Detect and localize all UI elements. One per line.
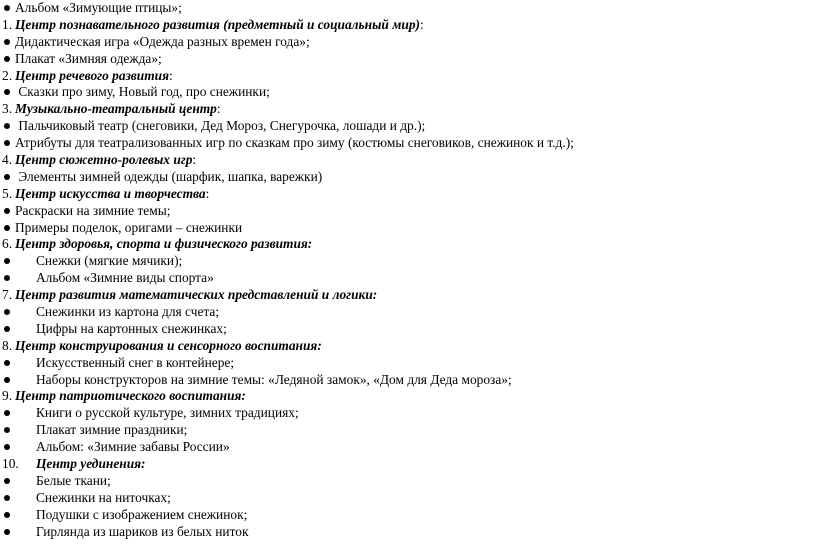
- section-title-suffix: :: [216, 101, 221, 117]
- bullet-icon: [4, 225, 10, 231]
- list-item: [0, 118, 816, 135]
- section-title: [15, 152, 196, 169]
- list-item: [0, 524, 816, 541]
- section-heading: [0, 17, 816, 34]
- list-item-text: Снежки (мягкие мячики);: [36, 253, 183, 269]
- list-item: [0, 439, 816, 456]
- list-item: [0, 507, 816, 524]
- list-item-text: Альбом: «Зимние забавы России»: [36, 439, 230, 455]
- list-item: [0, 169, 816, 186]
- list-item: [0, 304, 816, 321]
- section-number: 5.: [2, 185, 13, 201]
- bullet-icon: [4, 89, 10, 95]
- list-item-text: Альбом «Зимние виды спорта»: [36, 270, 214, 286]
- list-item-text: Пальчиковый театр (снеговики, Дед Мороз, Снегурочка, лошади и др.);: [15, 118, 426, 134]
- list-item: [0, 51, 816, 68]
- section-heading: [0, 287, 816, 304]
- section-number: 2.: [2, 67, 13, 83]
- section-title-suffix: :: [419, 16, 424, 32]
- bullet-icon: [4, 377, 10, 383]
- list-item-text: Альбом «Зимующие птицы»;: [15, 0, 182, 15]
- list-item-text: Сказки про зиму, Новый год, про снежинки;: [15, 84, 270, 100]
- bullet-icon: [4, 5, 10, 11]
- bullet-icon: [4, 444, 10, 450]
- bullet-icon: [4, 208, 10, 214]
- list-item-text: Снежинки на ниточках;: [36, 489, 171, 505]
- list-item-text: Снежинки из картона для счета;: [36, 304, 220, 320]
- list-item-text: Искусственный снег в контейнере;: [36, 354, 235, 370]
- bullet-icon: [4, 360, 10, 366]
- section-number: 7.: [2, 287, 13, 303]
- section-title-suffix: :: [168, 67, 173, 83]
- section-heading: [0, 456, 816, 473]
- list-item: [0, 253, 816, 270]
- bullet-icon: [4, 529, 10, 535]
- list-item: [0, 490, 816, 507]
- section-title-text: Центр искусства и творчества: [15, 185, 206, 201]
- bullet-icon: [4, 39, 10, 45]
- section-title-text: Центр патриотического воспитания:: [15, 388, 246, 404]
- section-heading: [0, 388, 816, 405]
- section-title-text: Центр познавательного развития (предметный и социальный мир): [15, 16, 420, 32]
- list-item-text: Наборы конструкторов на зимние темы: «Ледяной замок», «Дом для Деда мороза»;: [36, 371, 512, 387]
- section-title: [15, 186, 209, 203]
- bullet-icon: [4, 495, 10, 501]
- bullet-icon: [4, 174, 10, 180]
- list-item: [0, 321, 816, 338]
- section-number: 10.: [2, 456, 19, 472]
- section-title: [15, 17, 424, 34]
- list-item-text: Дидактическая игра «Одежда разных времен года»;: [15, 33, 310, 49]
- section-heading: [0, 68, 816, 85]
- section-heading: [0, 236, 816, 253]
- section-heading: [0, 186, 816, 203]
- section-title: [15, 287, 377, 304]
- section-number: 1.: [2, 16, 13, 32]
- section-title-suffix: :: [205, 185, 210, 201]
- section-title-text: Центр сюжетно-ролевых игр: [15, 152, 193, 168]
- section-number: 4.: [2, 152, 13, 168]
- list-item-text: Белые ткани;: [36, 472, 111, 488]
- section-number: 6.: [2, 236, 13, 252]
- list-item: [0, 84, 816, 101]
- bullet-icon: [4, 56, 10, 62]
- list-item: [0, 34, 816, 51]
- section-title: [15, 236, 312, 253]
- bullet-icon: [4, 258, 10, 264]
- section-heading: [0, 152, 816, 169]
- section-number: 3.: [2, 101, 13, 117]
- list-item: [0, 270, 816, 287]
- bullet-icon: [4, 427, 10, 433]
- list-item: [0, 422, 816, 439]
- list-item-text: Плакат зимние праздники;: [36, 422, 188, 438]
- bullet-icon: [4, 275, 10, 281]
- section-number: 9.: [2, 388, 13, 404]
- bullet-icon: [4, 123, 10, 129]
- list-item: [0, 220, 816, 237]
- bullet-icon: [4, 309, 10, 315]
- section-title-text: Центр уединения:: [36, 456, 146, 472]
- list-item-text: Гирлянда из шариков из белых ниток: [36, 523, 249, 539]
- bullet-icon: [4, 326, 10, 332]
- section-heading: [0, 101, 816, 118]
- list-item-text: Плакат «Зимняя одежда»;: [15, 50, 162, 66]
- list-item-text: Атрибуты для театрализованных игр по сказкам про зиму (костюмы снеговиков, снежинок и т.д.);: [15, 135, 574, 151]
- section-title: [15, 101, 221, 118]
- section-title-text: Центр речевого развития: [15, 67, 169, 83]
- list-item: [0, 405, 816, 422]
- bullet-icon: [4, 410, 10, 416]
- section-heading: [0, 338, 816, 355]
- list-item: [0, 203, 816, 220]
- section-title: [15, 388, 246, 405]
- list-item: [0, 135, 816, 152]
- list-item: [0, 0, 816, 17]
- list-item-text: Примеры поделок, оригами – снежинки: [15, 219, 243, 235]
- section-title-text: Музыкально-театральный центр: [15, 101, 217, 117]
- section-title-text: Центр конструирования и сенсорного воспитания:: [15, 337, 322, 353]
- list-item-text: Цифры на картонных снежинках;: [36, 320, 227, 336]
- bullet-icon: [4, 140, 10, 146]
- section-title: [36, 456, 146, 473]
- list-item-text: Раскраски на зимние темы;: [15, 202, 171, 218]
- list-item: [0, 355, 816, 372]
- section-title: [15, 68, 173, 85]
- section-number: 8.: [2, 337, 13, 353]
- section-title-text: Центр здоровья, спорта и физического развития:: [15, 236, 313, 252]
- list-item-text: Книги о русской культуре, зимних традициях;: [36, 405, 299, 421]
- bullet-icon: [4, 512, 10, 518]
- list-item-text: Элементы зимней одежды (шарфик, шапка, варежки): [15, 168, 323, 184]
- section-title-text: Центр развития математических представлений и логики:: [15, 287, 378, 303]
- section-title-suffix: :: [192, 152, 197, 168]
- list-item: [0, 473, 816, 490]
- list-item-text: Подушки с изображением снежинок;: [36, 506, 248, 522]
- bullet-icon: [4, 478, 10, 484]
- section-title: [15, 338, 322, 355]
- list-item: [0, 372, 816, 389]
